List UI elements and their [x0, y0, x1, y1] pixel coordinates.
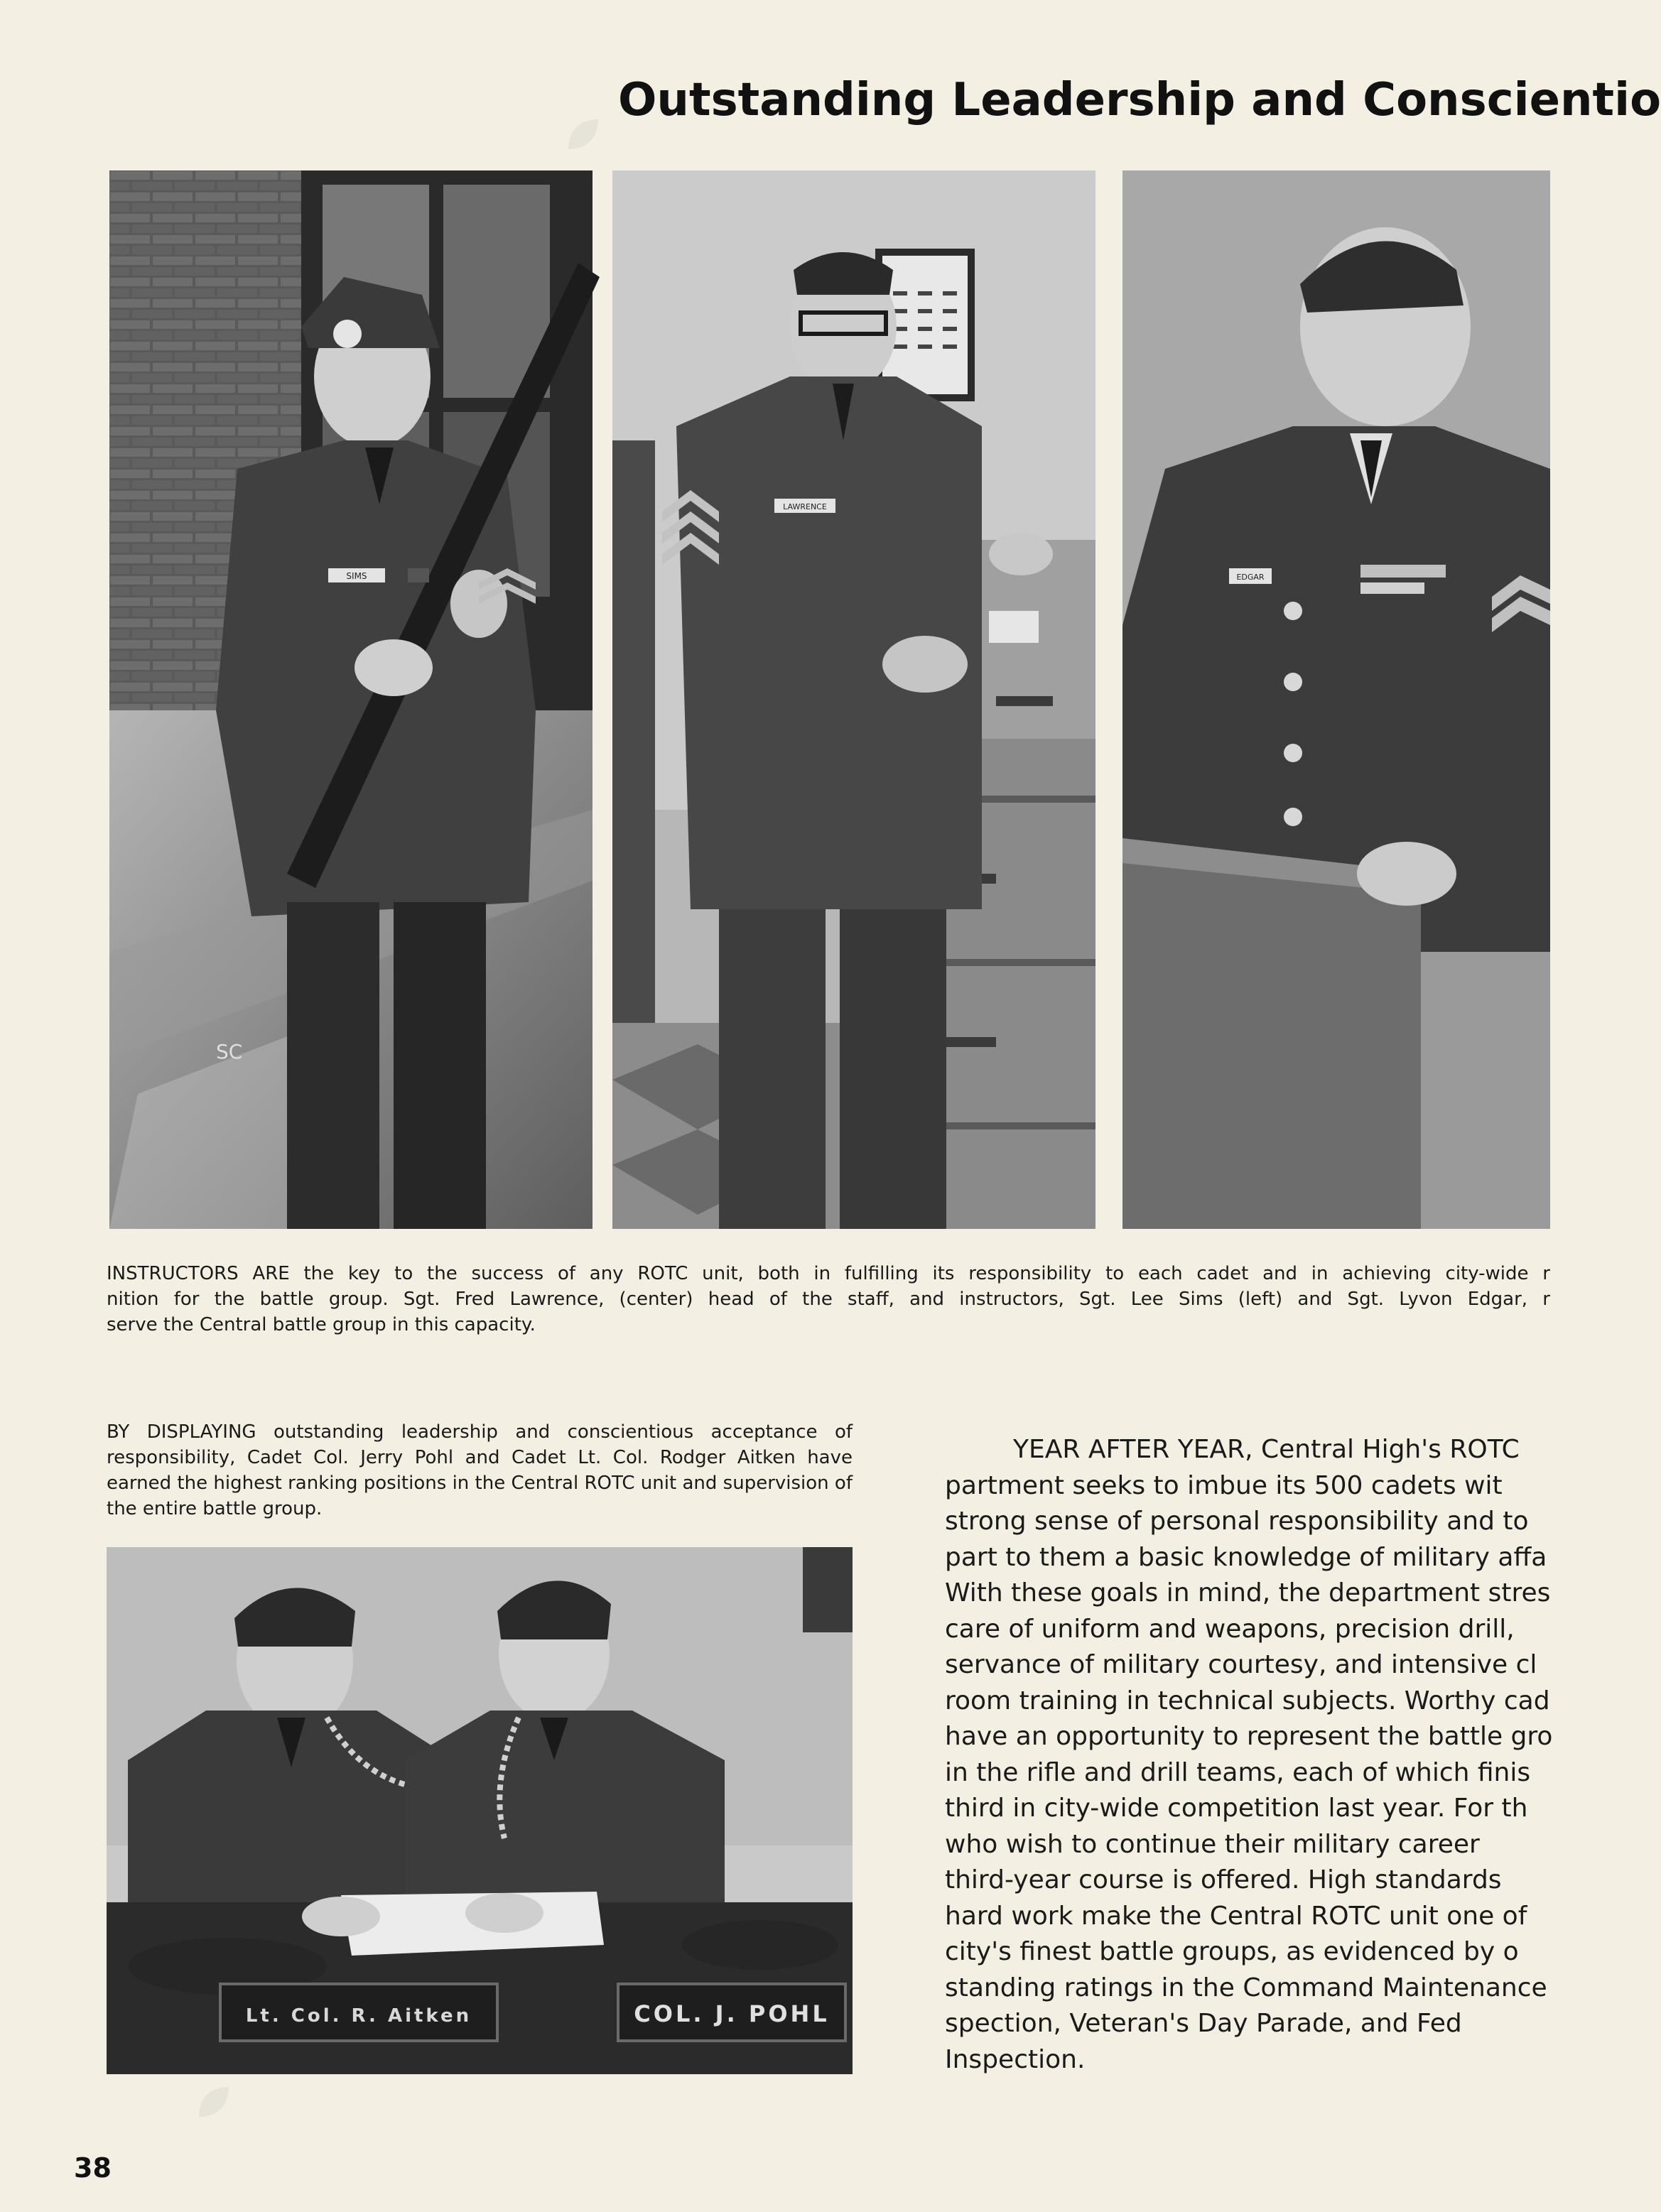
body-text-line: standing ratings in the Command Maintenance	[945, 1973, 1547, 2002]
body-text-line: Inspection.	[945, 2044, 1086, 2074]
instructors-caption-line-3: serve the Central battle group in this capacity.	[107, 1314, 536, 1335]
leaf-watermark-icon	[192, 2081, 234, 2124]
desk-sign-aitken: Lt. Col. R. Aitken	[245, 2005, 472, 2027]
photo-sgt-lawrence	[612, 170, 1095, 1229]
body-text-line: who wish to continue their military career	[945, 1829, 1480, 1859]
body-text-line: spection, Veteran's Day Parade, and Fed	[945, 2009, 1462, 2038]
leaf-watermark-icon	[561, 114, 604, 156]
body-text-line: third in city-wide competition last year. For th	[945, 1794, 1528, 1823]
body-text-line: third-year course is offered. High standards	[945, 1865, 1502, 1894]
body-text	[945, 1432, 1553, 2086]
body-text-line: room training in technical subjects. Worthy cad	[945, 1686, 1550, 1715]
lawrence-name-tag: LAWRENCE	[783, 502, 827, 511]
body-text-line: in the rifle and drill teams, each of which finis	[945, 1757, 1531, 1787]
sims-name-tag: SIMS	[346, 571, 367, 581]
body-text-line: servance of military courtesy, and intensive cl	[945, 1650, 1537, 1679]
body-text-line: strong sense of personal responsibility and to	[945, 1507, 1529, 1536]
photo-sgt-sims	[109, 170, 593, 1229]
body-text-line: city's finest battle groups, as evidenced by o	[945, 1937, 1519, 1966]
page-title: Outstanding Leadership and Conscientio	[618, 74, 1661, 126]
body-text-line: With these goals in mind, the department stres	[945, 1578, 1551, 1608]
instructors-caption	[107, 1261, 1550, 1346]
page-number: 38	[74, 2152, 112, 2184]
instructors-caption-line-1: INSTRUCTORS ARE the key to the success of any ROTC unit, both in fulfilling its responsibility to each cadet and in achieving city-wide r	[107, 1263, 1550, 1284]
desk-sign-pohl: COL. J. POHL	[634, 2000, 830, 2027]
photo-sgt-edgar	[1122, 170, 1550, 1229]
rifle-marking: SC	[216, 1040, 243, 1063]
body-text-line: care of uniform and weapons, precision drill,	[945, 1614, 1515, 1644]
instructors-caption-line-2: nition for the battle group. Sgt. Fred Lawrence, (center) head of the staff, and instructors, Sgt. Lee Sims (left) and Sgt. Lyvon Edgar, r	[107, 1289, 1550, 1310]
body-text-line: hard work make the Central ROTC unit one of	[945, 1901, 1527, 1931]
cadets-caption: BY DISPLAYING outstanding leadership and conscientious acceptance of responsibility, Cadet Col. Jerry Pohl and Cadet Lt. Col. Rodger Aitken have earned the highest ranking positions in the Central ROTC unit and supervision of the entire battle group.	[107, 1421, 853, 1519]
body-text-line: part to them a basic knowledge of military affa	[945, 1542, 1547, 1572]
body-text-line: have an opportunity to represent the battle gro	[945, 1722, 1553, 1751]
body-text-line: partment seeks to imbue its 500 cadets wit	[945, 1470, 1503, 1500]
edgar-name-tag: EDGAR	[1236, 573, 1265, 582]
photo-cadet-officers	[107, 1547, 853, 2074]
body-text-line: YEAR AFTER YEAR, Central High's ROTC	[1013, 1435, 1520, 1464]
